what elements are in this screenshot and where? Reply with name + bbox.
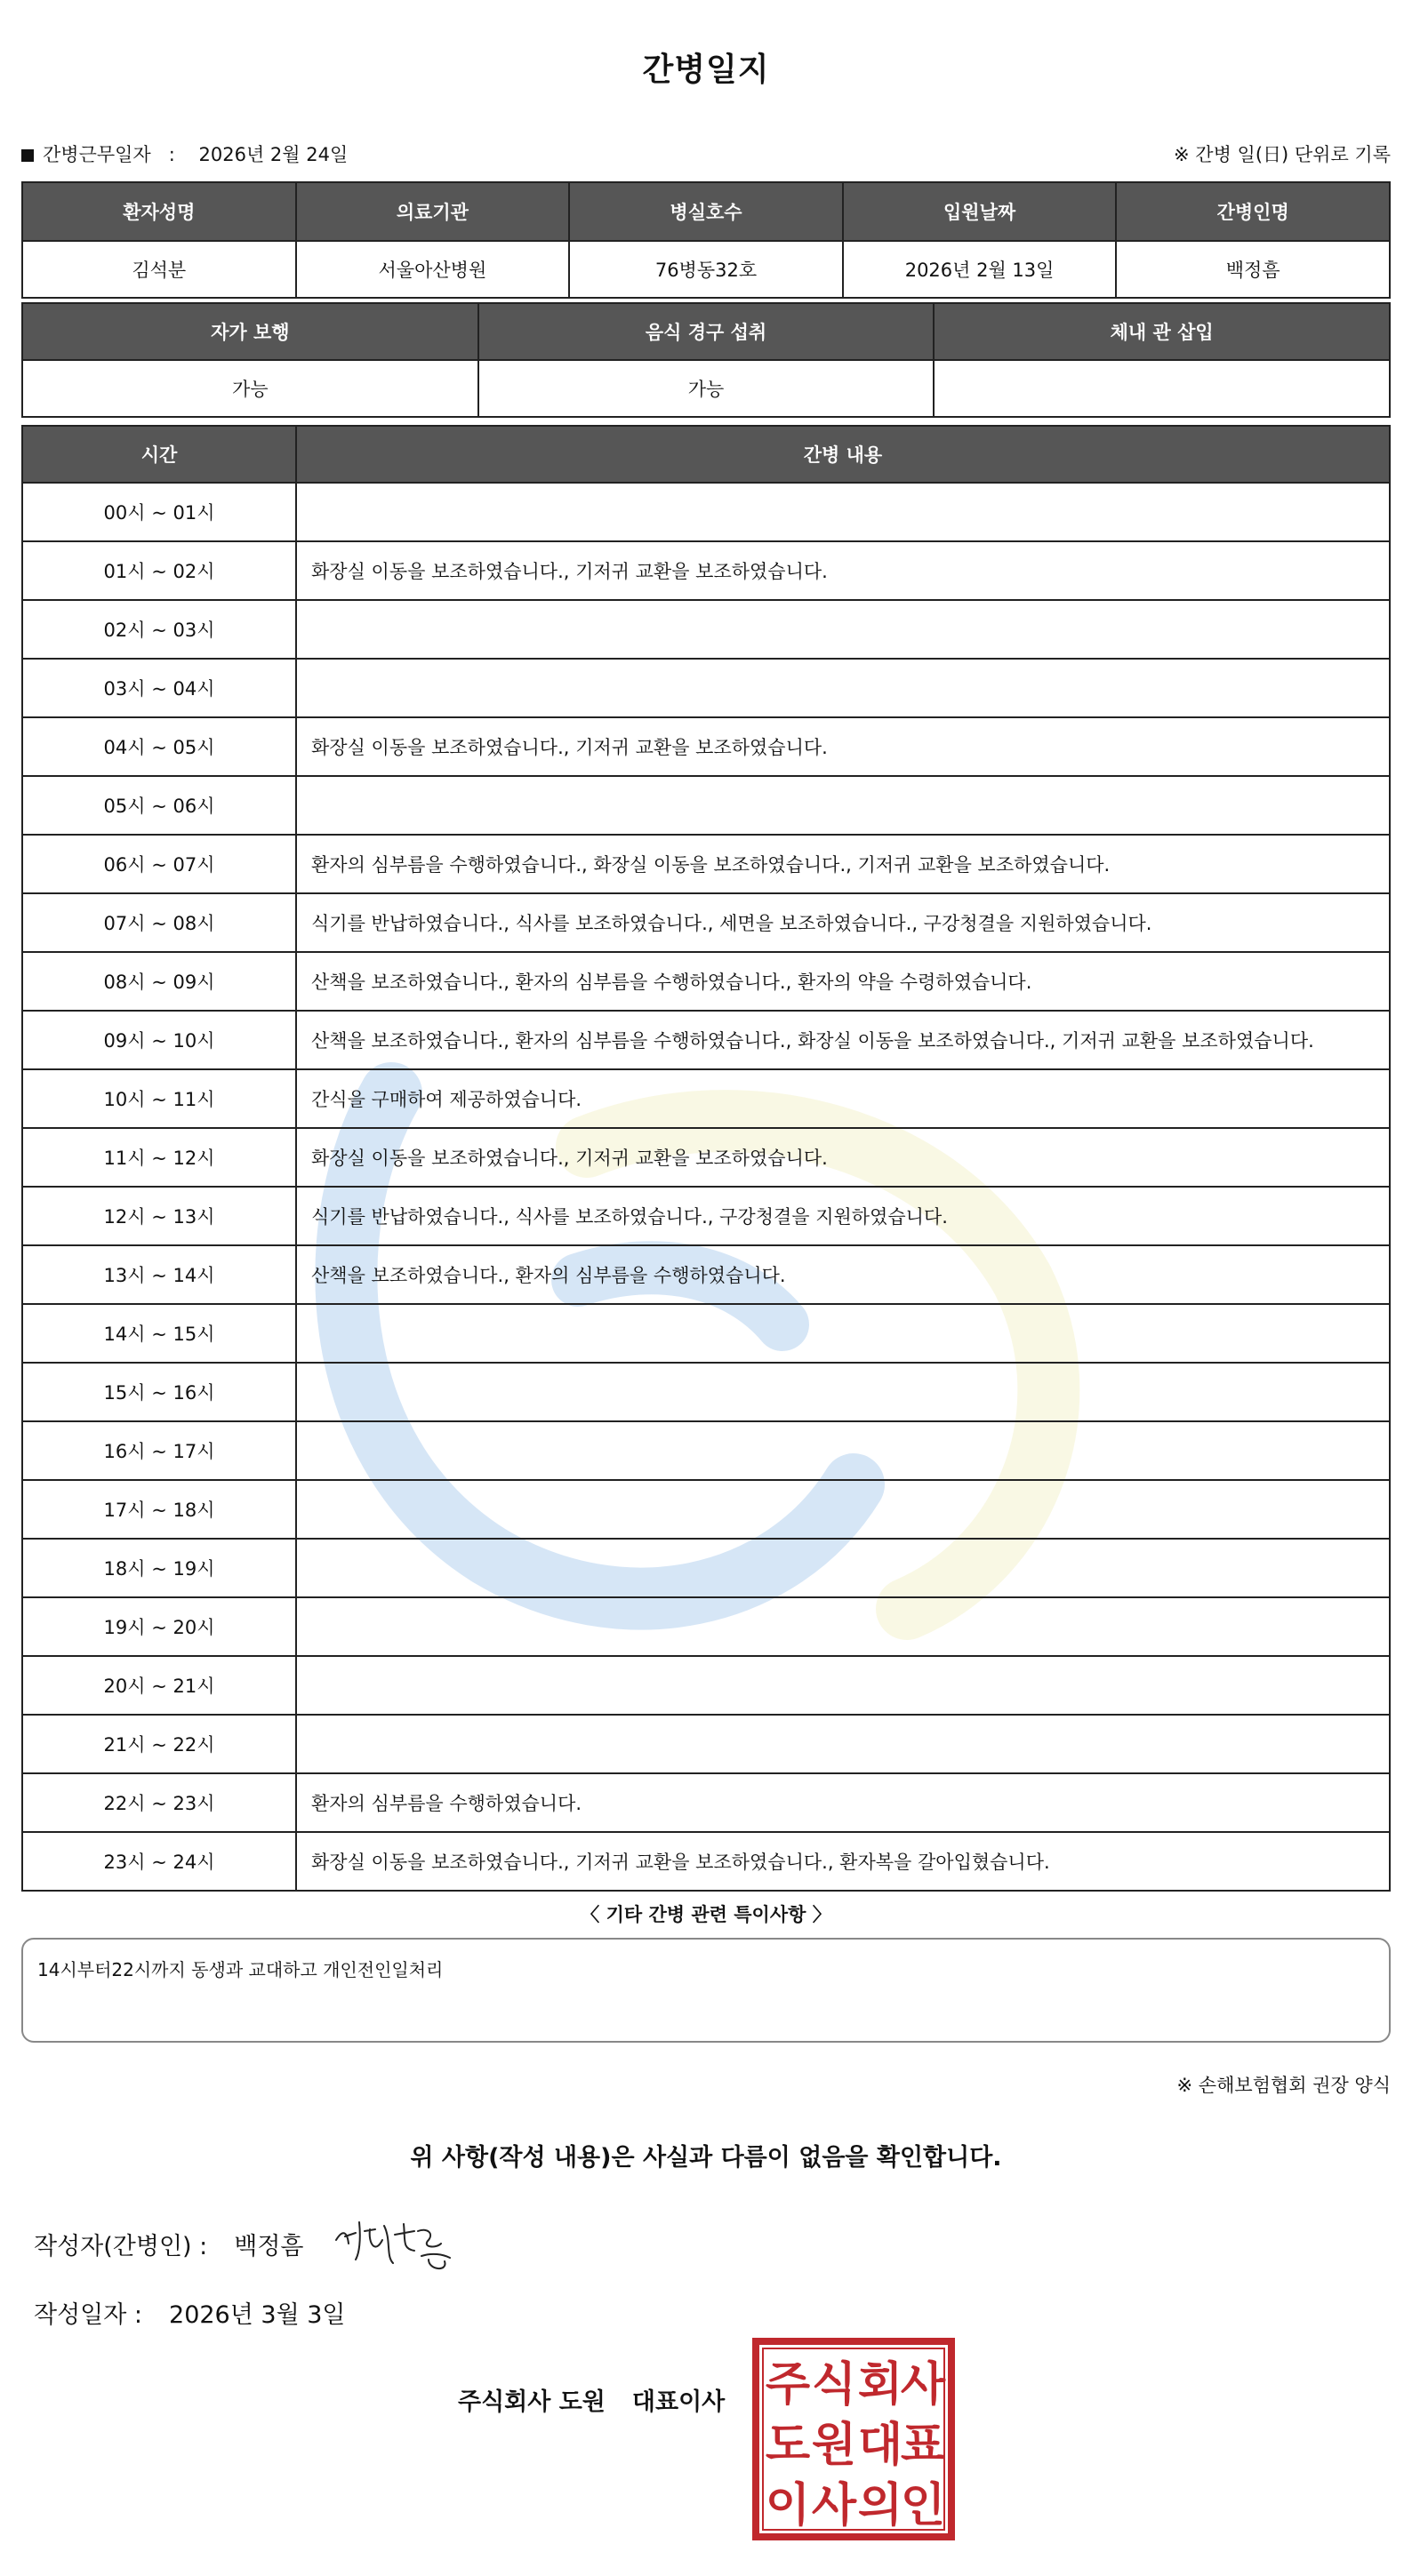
time-cell: 18시 ~ 19시 bbox=[22, 1539, 296, 1597]
handwritten-signature bbox=[329, 2204, 471, 2284]
header-patient-name: 환자성명 bbox=[22, 182, 296, 241]
care-content-cell: 식기를 반납하였습니다., 식사를 보조하였습니다., 세면을 보조하였습니다., 구강청결을 지원하였습니다. bbox=[296, 893, 1390, 952]
table-row bbox=[22, 659, 1390, 717]
table-row bbox=[22, 1539, 1390, 1597]
care-content-cell: 환자의 심부름을 수행하였습니다., 화장실 이동을 보조하였습니다., 기저귀 교환을 보조하였습니다. bbox=[296, 835, 1390, 893]
writer-label: 작성자(간병인) : bbox=[34, 2233, 208, 2260]
care-content-cell bbox=[296, 1656, 1390, 1715]
care-content-cell bbox=[296, 1597, 1390, 1656]
time-cell: 16시 ~ 17시 bbox=[22, 1421, 296, 1480]
table-row bbox=[22, 1421, 1390, 1480]
care-content-cell bbox=[296, 659, 1390, 717]
table-row bbox=[22, 835, 1390, 893]
seal-character: 대 bbox=[857, 2419, 903, 2472]
table-row bbox=[22, 1304, 1390, 1363]
time-cell: 23시 ~ 24시 bbox=[22, 1832, 296, 1891]
table-row bbox=[22, 1011, 1390, 1069]
room-number: 76병동32호 bbox=[569, 241, 843, 298]
seal-character: 의 bbox=[857, 2479, 903, 2532]
time-cell: 06시 ~ 07시 bbox=[22, 835, 296, 893]
time-cell: 13시 ~ 14시 bbox=[22, 1245, 296, 1304]
unit-note: ※ 간병 일(日) 단위로 기록 bbox=[1174, 144, 1391, 165]
care-content-cell bbox=[296, 1480, 1390, 1539]
work-date bbox=[21, 140, 348, 167]
care-content-cell: 화장실 이동을 보조하였습니다., 기저귀 교환을 보조하였습니다. bbox=[296, 1128, 1390, 1187]
time-cell: 07시 ~ 08시 bbox=[22, 893, 296, 952]
time-cell: 14시 ~ 15시 bbox=[22, 1304, 296, 1363]
table-row bbox=[22, 1363, 1390, 1421]
company-seal-stamp bbox=[752, 2338, 955, 2540]
care-content-cell bbox=[296, 600, 1390, 659]
care-content-cell bbox=[296, 483, 1390, 541]
time-cell: 11시 ~ 12시 bbox=[22, 1128, 296, 1187]
care-content-cell: 산책을 보조하였습니다., 환자의 심부름을 수행하였습니다. bbox=[296, 1245, 1390, 1304]
notes-text: 14시부터22시까지 동생과 교대하고 개인전인일처리 bbox=[37, 1959, 444, 1980]
time-cell: 17시 ~ 18시 bbox=[22, 1480, 296, 1539]
seal-character: 사 bbox=[811, 2479, 857, 2532]
time-cell: 20시 ~ 21시 bbox=[22, 1656, 296, 1715]
patient-info-table bbox=[21, 181, 1391, 299]
table-row bbox=[22, 541, 1390, 600]
care-content-cell: 산책을 보조하였습니다., 환자의 심부름을 수행하였습니다., 화장실 이동을 보조하였습니다., 기저귀 교환을 보조하였습니다. bbox=[296, 1011, 1390, 1069]
seal-character: 이 bbox=[765, 2479, 811, 2532]
care-content-cell bbox=[296, 1421, 1390, 1480]
care-content-cell: 화장실 이동을 보조하였습니다., 기저귀 교환을 보조하였습니다. bbox=[296, 541, 1390, 600]
care-content-cell: 식기를 반납하였습니다., 식사를 보조하였습니다., 구강청결을 지원하였습니다. bbox=[296, 1187, 1390, 1245]
table-row bbox=[22, 893, 1390, 952]
time-cell: 19시 ~ 20시 bbox=[22, 1597, 296, 1656]
patient-name: 김석분 bbox=[22, 241, 296, 298]
seal-character: 표 bbox=[900, 2419, 946, 2472]
table-row bbox=[22, 717, 1390, 776]
time-cell: 08시 ~ 09시 bbox=[22, 952, 296, 1011]
seal-character: 원 bbox=[811, 2419, 857, 2472]
table-row bbox=[22, 1597, 1390, 1656]
care-content-cell: 화장실 이동을 보조하였습니다., 기저귀 교환을 보조하였습니다. bbox=[296, 717, 1390, 776]
header-hospital: 의료기관 bbox=[296, 182, 570, 241]
table-row bbox=[22, 1773, 1390, 1832]
seal-character: 주 bbox=[765, 2358, 811, 2412]
care-content-cell: 환자의 심부름을 수행하였습니다. bbox=[296, 1773, 1390, 1832]
care-content-cell bbox=[296, 1539, 1390, 1597]
time-cell: 22시 ~ 23시 bbox=[22, 1773, 296, 1832]
table-row bbox=[22, 1069, 1390, 1128]
time-cell: 04시 ~ 05시 bbox=[22, 717, 296, 776]
notes-title: 〈 기타 간병 관련 특이사항 〉 bbox=[581, 1904, 831, 1925]
time-cell: 10시 ~ 11시 bbox=[22, 1069, 296, 1128]
care-log-table bbox=[21, 425, 1391, 1892]
care-content-cell bbox=[296, 1304, 1390, 1363]
written-date-line bbox=[34, 2295, 346, 2330]
work-date-value: 2026년 2월 24일 bbox=[198, 144, 349, 165]
time-cell: 21시 ~ 22시 bbox=[22, 1715, 296, 1773]
seal-character: 도 bbox=[765, 2419, 811, 2472]
written-date-value: 2026년 3월 3일 bbox=[169, 2301, 346, 2329]
seal-character: 회 bbox=[857, 2358, 903, 2412]
time-cell: 12시 ~ 13시 bbox=[22, 1187, 296, 1245]
table-row bbox=[22, 1656, 1390, 1715]
table-row bbox=[22, 483, 1390, 541]
table-row bbox=[22, 1480, 1390, 1539]
caregiver-name: 백정흠 bbox=[1116, 241, 1390, 298]
patient-status-table bbox=[21, 302, 1391, 418]
oral-intake-value: 가능 bbox=[478, 360, 935, 417]
care-content-cell: 화장실 이동을 보조하였습니다., 기저귀 교환을 보조하였습니다., 환자복을 갈아입혔습니다. bbox=[296, 1832, 1390, 1891]
work-date-label: 간병근무일자 bbox=[43, 144, 151, 165]
header-oral-intake: 음식 경구 섭취 bbox=[478, 303, 935, 360]
table-row bbox=[22, 600, 1390, 659]
header-tube-insertion: 체내 관 삽입 bbox=[934, 303, 1390, 360]
seal-character: 인 bbox=[900, 2479, 946, 2532]
ceo-title: 대표이사 bbox=[631, 2388, 726, 2416]
time-cell: 15시 ~ 16시 bbox=[22, 1363, 296, 1421]
table-row bbox=[22, 952, 1390, 1011]
company-line bbox=[458, 2382, 725, 2417]
time-cell: 01시 ~ 02시 bbox=[22, 541, 296, 600]
header-self-walking: 자가 보행 bbox=[22, 303, 478, 360]
writer-name: 백정흠 bbox=[234, 2233, 304, 2260]
work-date-separator: : bbox=[168, 144, 175, 165]
header-admission-date: 입원날짜 bbox=[843, 182, 1117, 241]
table-row bbox=[22, 1187, 1390, 1245]
table-row bbox=[22, 1832, 1390, 1891]
care-content-cell bbox=[296, 776, 1390, 835]
table-row bbox=[22, 1128, 1390, 1187]
header-care-content: 간병 내용 bbox=[296, 426, 1390, 483]
time-cell: 09시 ~ 10시 bbox=[22, 1011, 296, 1069]
insurance-note: ※ 손해보험협회 권장 양식 bbox=[1176, 2075, 1391, 2096]
time-cell: 03시 ~ 04시 bbox=[22, 659, 296, 717]
table-row bbox=[22, 776, 1390, 835]
care-content-cell: 산책을 보조하였습니다., 환자의 심부름을 수행하였습니다., 환자의 약을 수령하였습니다. bbox=[296, 952, 1390, 1011]
self-walking-value: 가능 bbox=[22, 360, 478, 417]
admission-date: 2026년 2월 13일 bbox=[843, 241, 1117, 298]
writer-line bbox=[34, 2227, 304, 2261]
written-date-label: 작성일자 : bbox=[34, 2301, 143, 2329]
tube-insertion-value bbox=[934, 360, 1390, 417]
header-room: 병실호수 bbox=[569, 182, 843, 241]
table-row bbox=[22, 1715, 1390, 1773]
seal-character: 사 bbox=[900, 2358, 946, 2412]
hospital: 서울아산병원 bbox=[296, 241, 570, 298]
time-cell: 00시 ~ 01시 bbox=[22, 483, 296, 541]
confirmation-text: 위 사항(작성 내용)은 사실과 다름이 없음을 확인합니다. bbox=[410, 2144, 1002, 2172]
document-title: 간병일지 bbox=[642, 52, 770, 88]
header-caregiver-name: 간병인명 bbox=[1116, 182, 1390, 241]
time-cell: 02시 ~ 03시 bbox=[22, 600, 296, 659]
care-content-cell: 간식을 구매하여 제공하였습니다. bbox=[296, 1069, 1390, 1128]
company-name: 주식회사 도원 bbox=[458, 2388, 606, 2416]
seal-character: 식 bbox=[811, 2358, 857, 2412]
care-content-cell bbox=[296, 1363, 1390, 1421]
table-row bbox=[22, 1245, 1390, 1304]
care-content-cell bbox=[296, 1715, 1390, 1773]
bullet-square-icon bbox=[21, 149, 34, 162]
time-cell: 05시 ~ 06시 bbox=[22, 776, 296, 835]
notes-box bbox=[21, 1938, 1391, 2043]
header-time: 시간 bbox=[22, 426, 296, 483]
